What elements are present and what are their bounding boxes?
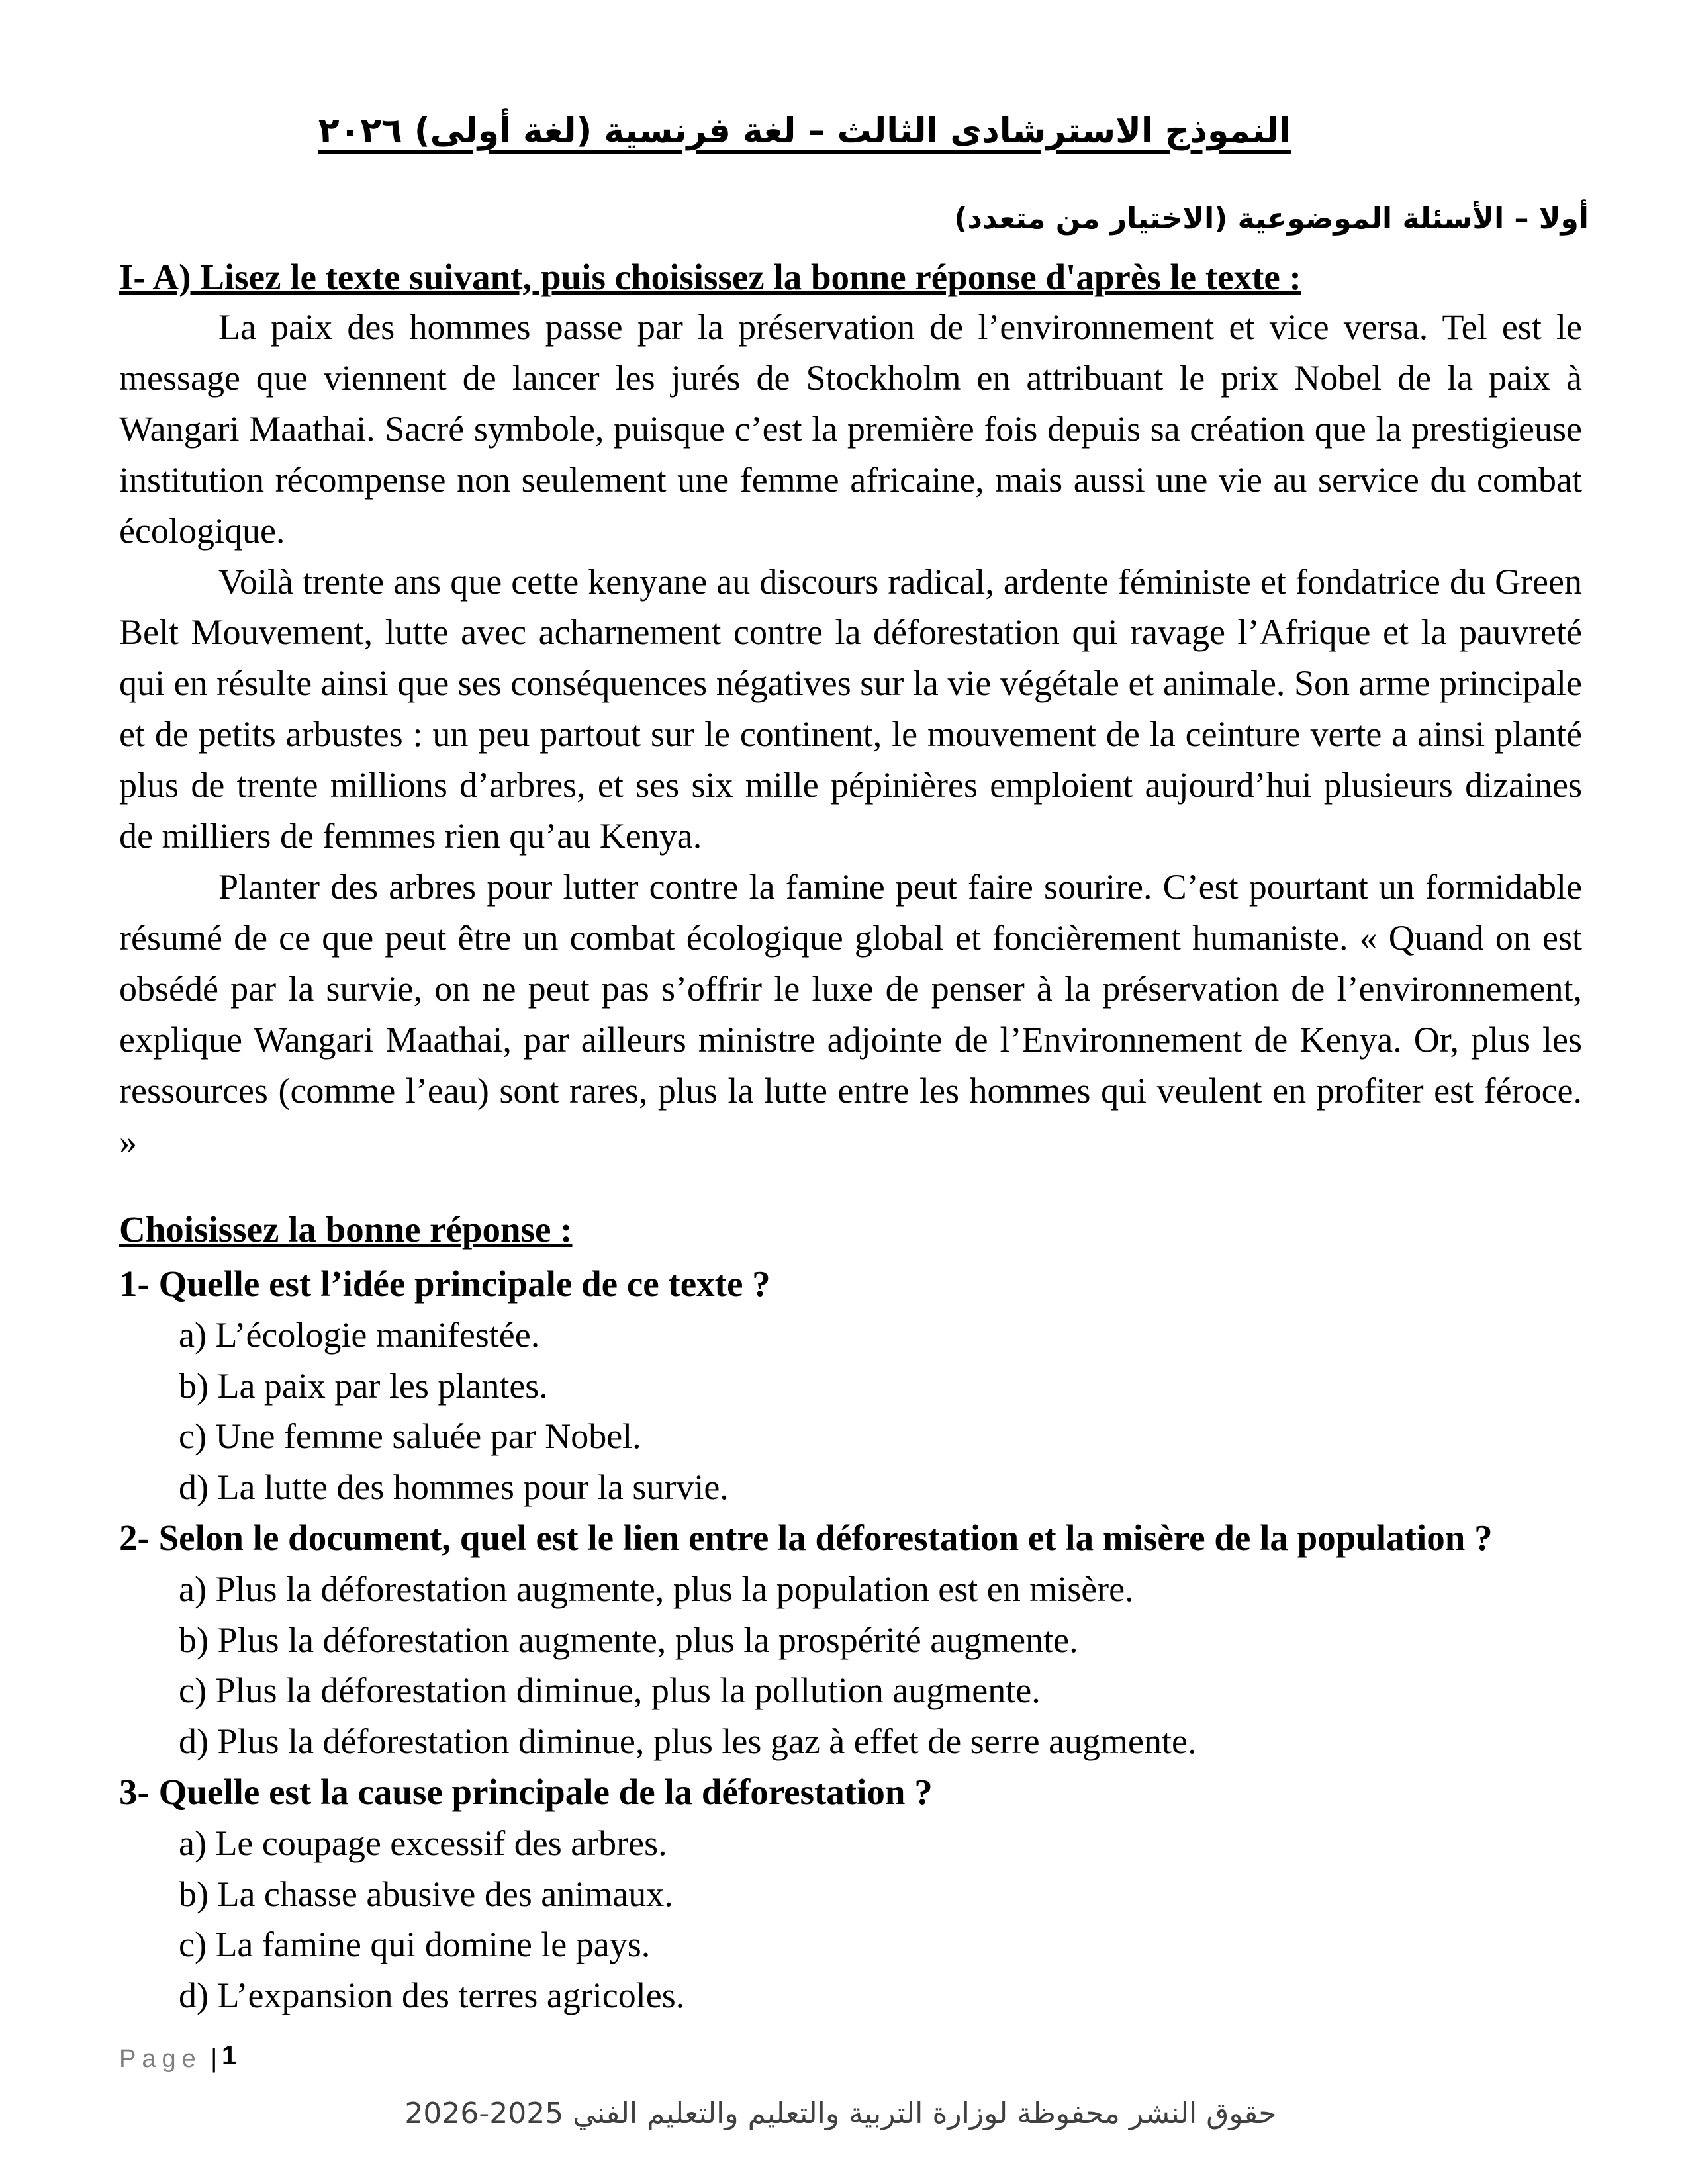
question-text: 2- Selon le document, quel est le lien entre la déforestation et la misère de la population ? [119,1517,1493,1558]
section-subtitle: أولا – الأسئلة الموضوعية (الاختيار من متعدد) [954,202,1589,236]
copyright-notice: حقوق النشر محفوظة لوزارة التربية والتعليم والتعليم الفني 2025-2026 [404,2097,1277,2130]
answer-option: b) La chasse abusive des animaux. [179,1874,673,1914]
answer-option: c) Plus la déforestation diminue, plus la pollution augmente. [179,1670,1041,1711]
answer-option: c) La famine qui domine le pays. [179,1925,651,1965]
answer-option: b) Plus la déforestation augmente, plus la prospérité augmente. [179,1619,1078,1660]
answer-option: a) Plus la déforestation augmente, plus la population est en misère. [179,1569,1134,1609]
page-separator: | [211,2044,218,2073]
passage-paragraph: La paix des hommes passe par la préservation de l’environnement et vice versa. Tel est le message que viennent de lancer les jurés de Stockholm en attribuant le prix Nobel de la paix à Wangari Maathai. Sacré symbole, puisque c’est la première fois depuis sa création que la prestigieuse institution récompense non seulement une femme africaine, mais aussi une vie au service du combat écologique. [119,307,1582,551]
answer-option: a) Le coupage excessif des arbres. [179,1823,667,1863]
question-block [119,1513,1609,1767]
section-heading: I- A) Lisez le texte suivant, puis choisissez la bonne réponse d'après le texte : [119,257,1301,297]
question-text: 3- Quelle est la cause principale de la déforestation ? [119,1771,933,1812]
question-list [119,1259,1609,2021]
question-text: 1- Quelle est l’idée principale de ce texte ? [119,1263,771,1304]
answer-option: d) La lutte des hommes pour la survie. [179,1467,729,1508]
answer-option: c) Une femme saluée par Nobel. [179,1416,641,1457]
instruction-heading: Choisissez la bonne réponse : [119,1209,573,1250]
answer-option: b) La paix par les plantes. [179,1365,548,1406]
reading-passage [119,302,1582,1167]
page-label: Page [119,2045,202,2073]
passage-paragraph: Voilà trente ans que cette kenyane au discours radical, ardente féministe et fondatrice du Green Belt Mouvement, lutte avec acharnement contre la déforestation qui ravage l’Afrique et la pauvreté qui en résulte ainsi que ses conséquences négatives sur la vie végétale et animale. Son arme principale et de petits arbustes : un peu partout sur le continent, le mouvement de la ceinture verte a ainsi planté plus de trente millions d’arbres, et ses six mille pépinières emploient aujourd’hui plusieurs dizaines de milliers de femmes rien qu’au Kenya. [119,561,1582,856]
page-number: 1 [222,2041,237,2070]
passage-paragraph: Planter des arbres pour lutter contre la famine peut faire sourire. C’est pourtant un formidable résumé de ce que peut être un combat écologique global et foncièrement humaniste. « Quand on est obsédé par la survie, on ne peut pas s’offrir le luxe de penser à la préservation de l’environnement, explique Wangari Maathai, par ailleurs ministre adjointe de l’Environnement de Kenya. Or, plus les ressources (comme l’eau) sont rares, plus la lutte entre les hommes qui veulent en profiter est féroce. » [119,866,1582,1161]
question-block [119,1767,1609,2021]
document-title: النموذج الاسترشادى الثالث – لغة فرنسية (لغة أولى) ٢٠٢٦ [318,111,1291,151]
answer-option: d) L’expansion des terres agricoles. [179,1976,685,2016]
question-block [119,1259,1609,1513]
answer-option: a) L’écologie manifestée. [179,1314,540,1355]
answer-option: d) Plus la déforestation diminue, plus les gaz à effet de serre augmente. [179,1721,1197,1762]
